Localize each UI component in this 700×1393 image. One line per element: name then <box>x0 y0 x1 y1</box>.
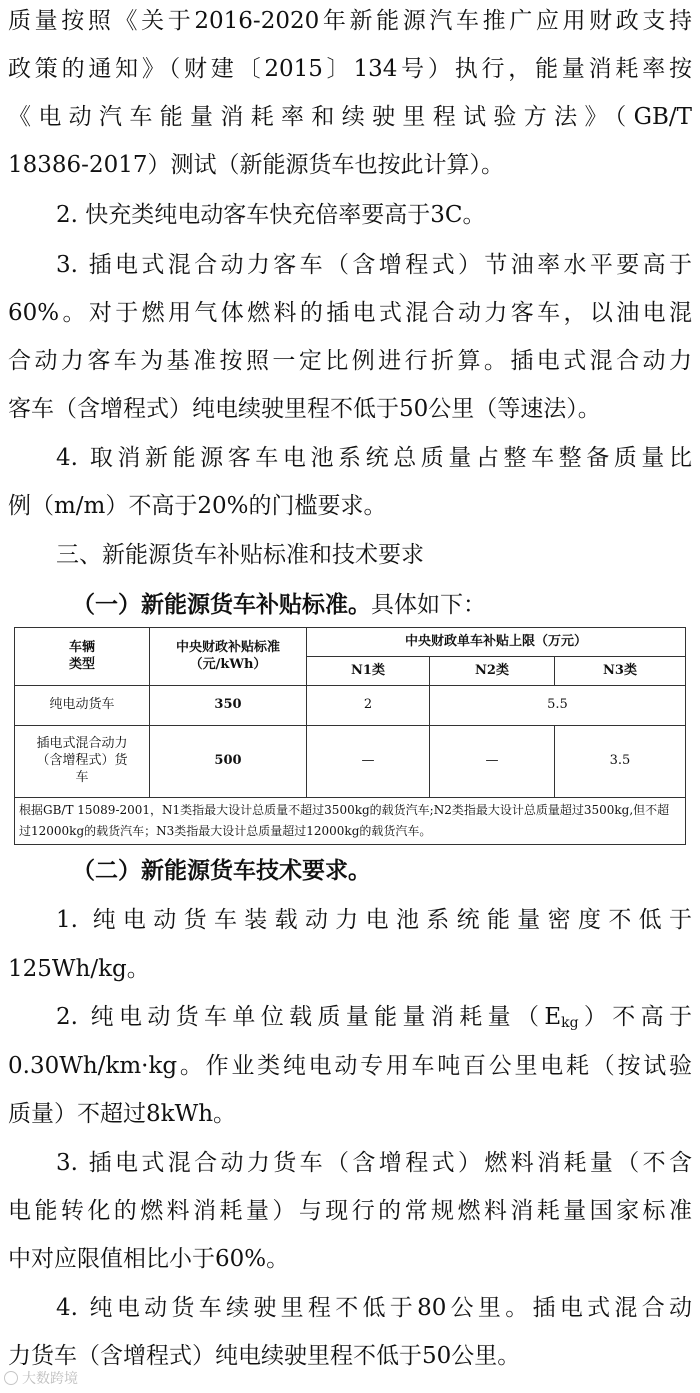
paragraph-line: 客车（含增程式）纯电续驶里程不低于50公里（等速法）。 <box>8 396 601 422</box>
cell-vehicle-type: 纯电动货车 <box>15 686 150 726</box>
subsection-heading: （二）新能源货车技术要求。 <box>72 857 371 884</box>
text-span: ）不高于 <box>578 1004 693 1030</box>
table-row <box>15 726 686 798</box>
watermark-text: 大数跨境 <box>22 1371 78 1387</box>
paragraph-line: 政策的通知》（财建〔2015〕134号）执行，能量消耗率按 <box>8 56 692 82</box>
paragraph-line: 中对应限值相比小于60%。 <box>8 1246 290 1272</box>
paragraph-line: 质量按照《关于2016-2020年新能源汽车推广应用财政支持 <box>8 8 692 34</box>
paragraph-line: 4. 纯电动货车续驶里程不低于80公里。插电式混合动 <box>56 1295 692 1321</box>
paragraph-line: 4. 取消新能源客车电池系统总质量占整车整备质量比 <box>56 445 692 471</box>
paragraph-line: 1. 纯电动货车装载动力电池系统能量密度不低于 <box>56 907 692 933</box>
text-span: 2. 纯电动货车单位载质量能量消耗量（E <box>56 1004 562 1030</box>
subsection-title: （一）新能源货车补贴标准。 <box>72 591 371 618</box>
paragraph-line: 例（m/m）不高于20%的门槛要求。 <box>8 493 387 519</box>
paragraph-line: 合动力客车为基准按照一定比例进行折算。插电式混合动力 <box>8 348 692 374</box>
cell-n1: 2 <box>307 686 430 726</box>
cell-n2: — <box>430 726 555 798</box>
header-subsidy-limit: 中央财政单车补贴上限（万元） <box>307 628 686 657</box>
header-n3: N3类 <box>555 657 686 686</box>
header-vehicle-type: 车辆 类型 <box>15 628 150 686</box>
subsection-heading <box>72 593 486 617</box>
cell-vehicle-type: 插电式混合动力 （含增程式）货 车 <box>15 726 150 798</box>
paragraph-line: 电能转化的燃料消耗量）与现行的常规燃料消耗量国家标准 <box>8 1198 692 1224</box>
paragraph-line: 3. 插电式混合动力货车（含增程式）燃料消耗量（不含 <box>56 1150 692 1176</box>
cell-standard: 350 <box>150 686 307 726</box>
cell-standard: 500 <box>150 726 307 798</box>
paragraph-line: 60%。对于燃用气体燃料的插电式混合动力客车，以油电混 <box>8 300 692 326</box>
header-central-standard: 中央财政补贴标准 （元/kWh） <box>150 628 307 686</box>
paragraph-line: 125Wh/kg。 <box>8 956 150 982</box>
header-n2: N2类 <box>430 657 555 686</box>
paragraph-line: 质量）不超过8kWh。 <box>8 1101 237 1127</box>
watermark <box>4 1368 78 1388</box>
subscript: kg <box>561 1015 579 1031</box>
cell-n1: — <box>307 726 430 798</box>
watermark-logo-icon <box>4 1371 18 1385</box>
subsection-intro: 具体如下： <box>371 592 486 618</box>
paragraph-line: 2. 快充类纯电动客车快充倍率要高于3C。 <box>56 202 486 228</box>
table-row <box>15 686 686 726</box>
paragraph-line: 3. 插电式混合动力客车（含增程式）节油率水平要高于 <box>56 252 692 278</box>
cell-n3: 3.5 <box>555 726 686 798</box>
paragraph-line: 0.30Wh/km·kg。作业类纯电动专用车吨百公里电耗（按试验 <box>8 1053 692 1079</box>
header-n1: N1类 <box>307 657 430 686</box>
paragraph-line: 力货车（含增程式）纯电续驶里程不低于50公里。 <box>8 1343 521 1369</box>
section-heading: 三、新能源货车补贴标准和技术要求 <box>56 542 424 568</box>
subsidy-table <box>14 627 686 845</box>
cell-n2-n3: 5.5 <box>430 686 686 726</box>
paragraph-line: 《电动汽车能量消耗率和续驶里程试验方法》（GB/T <box>8 104 692 130</box>
paragraph-line <box>56 1006 692 1030</box>
table-note: 根据GB/T 15089-2001，N1类指最大设计总质量不超过3500kg的载货汽车;N2类指最大设计总质量超过3500kg,但不超过12000kg的载货汽车；N3类指最大设计总质量超过12000kg的载货汽车。 <box>15 798 686 845</box>
paragraph-line: 18386-2017）测试（新能源货车也按此计算）。 <box>8 152 504 178</box>
